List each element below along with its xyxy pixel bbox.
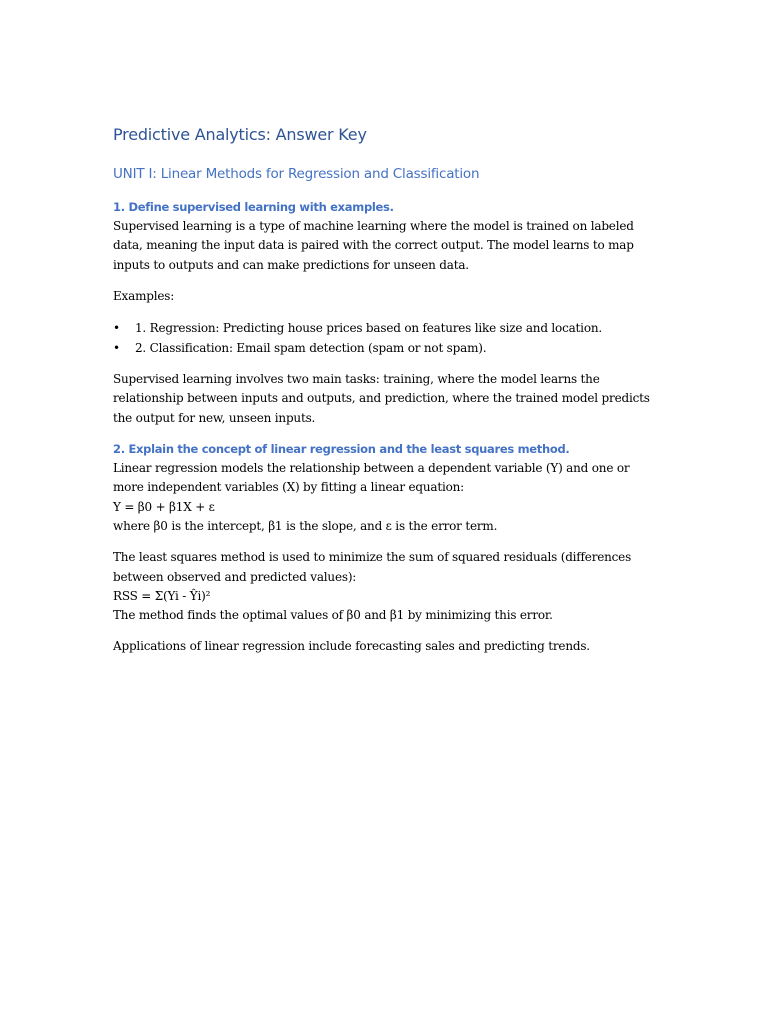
rss-formula: RSS = Σ(Yi - Ŷi)²	[113, 588, 211, 603]
regression-equation: Y = β0 + β1X + ε	[113, 499, 215, 514]
bullet-icon: •	[113, 341, 120, 356]
examples-label: Examples:	[113, 288, 175, 303]
bullet-icon: •	[113, 321, 120, 336]
document-title: Predictive Analytics: Answer Key	[113, 125, 367, 144]
rss-note: The method finds the optimal values of β0 and β1 by minimizing this error.	[113, 608, 553, 623]
examples-list	[113, 318, 658, 358]
equation-note: where β0 is the intercept, β1 is the slope, and ε is the error term.	[113, 518, 498, 533]
example-classification: 2. Classification: Email spam detection (spam or not spam).	[135, 341, 487, 356]
question-1-summary: Supervised learning involves two main tasks: training, where the model learns the relationship between inputs and outputs, and prediction, where the trained model predicts the output for new, unseen inputs.	[113, 372, 650, 425]
question-1-heading: 1. Define supervised learning with examples.	[113, 200, 394, 214]
question-2-heading: 2. Explain the concept of linear regression and the least squares method.	[113, 442, 570, 457]
least-squares-paragraph	[113, 548, 658, 625]
linear-regression-intro: Linear regression models the relationship between a dependent variable (Y) and one or more independent variables (X) by fitting a linear equation:	[113, 461, 630, 495]
question-2	[113, 440, 658, 536]
question-1	[113, 198, 658, 275]
question-1-intro: Supervised learning is a type of machine learning where the model is trained on labeled data, meaning the input data is paired with the correct output. The model learns to map inputs to outputs and can make predictions for unseen data.	[113, 219, 634, 272]
list-item	[113, 318, 658, 338]
example-regression: 1. Regression: Predicting house prices based on features like size and location.	[135, 321, 602, 336]
least-squares-intro: The least squares method is used to minimize the sum of squared residuals (differences between observed and predicted values):	[113, 550, 632, 584]
list-item	[113, 338, 658, 358]
unit-heading: UNIT I: Linear Methods for Regression and Classification	[113, 166, 480, 182]
question-2-intro	[113, 459, 658, 536]
document-body	[113, 122, 658, 669]
applications-paragraph: Applications of linear regression include forecasting sales and predicting trends.	[113, 639, 590, 654]
